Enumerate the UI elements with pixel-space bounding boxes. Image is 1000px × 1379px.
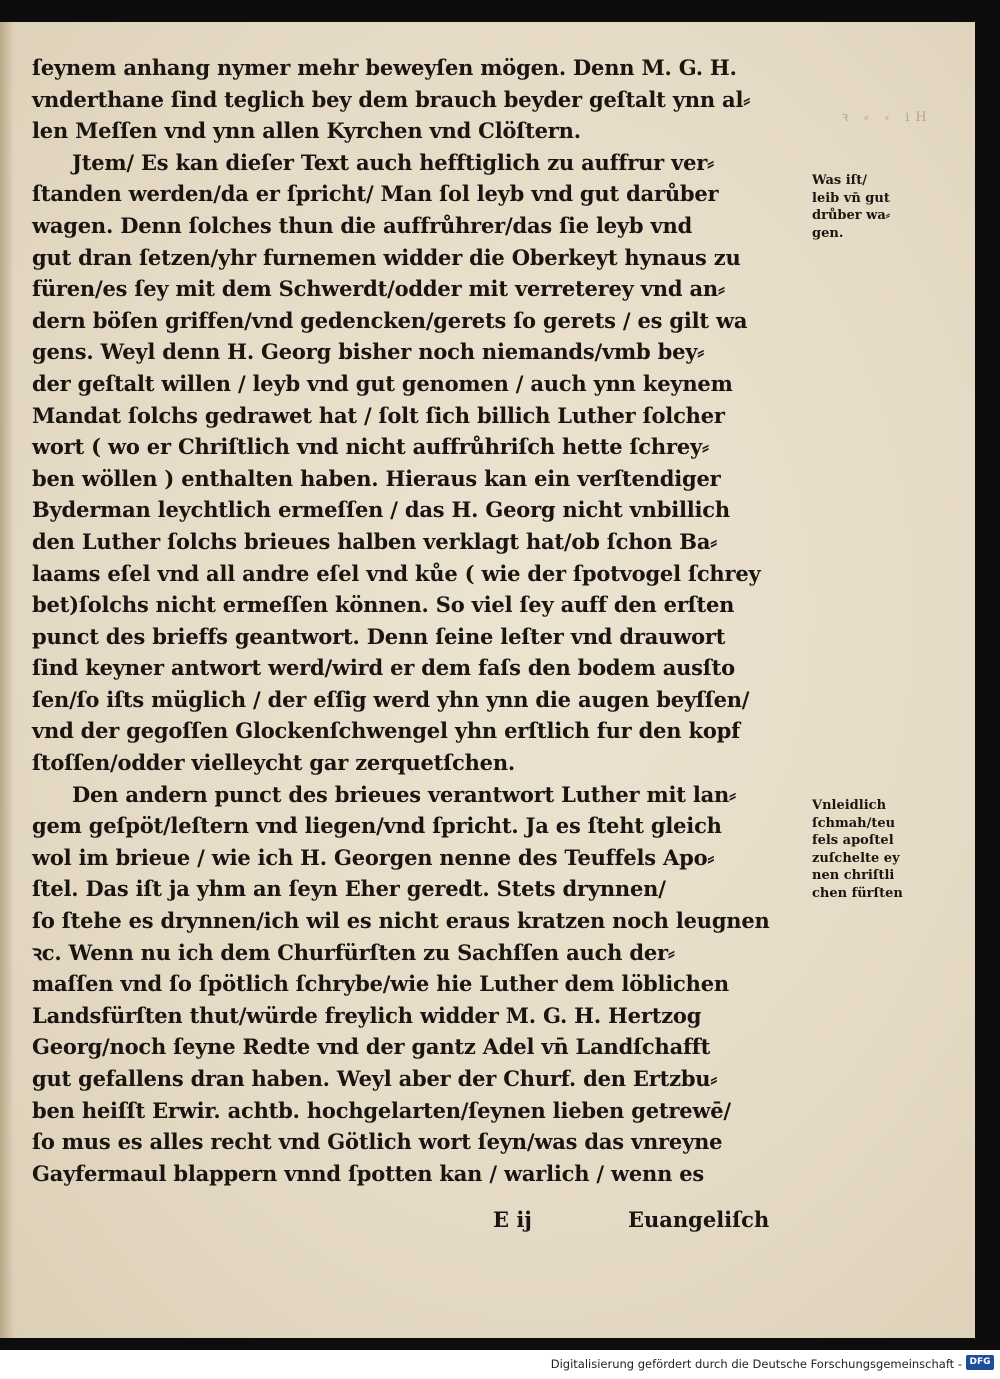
text-line: Landsfürſten thut/würde freylich widder M. G. H. Hertzog (32, 1002, 702, 1028)
margin-note-line: nen chriſtli (812, 868, 895, 883)
text-line: ben heiſſt Erwir. achtb. hochgelarten/ſeynen lieben getrewē/ (32, 1097, 731, 1123)
text-line: ſeynem anhang nymer mehr beweyſen mögen. Denn M. G. H. (32, 55, 737, 80)
dfg-logo: DFG (966, 1355, 994, 1370)
margin-note-line: zuſchelte ey (812, 850, 900, 866)
margin-note-1 (812, 172, 962, 242)
text-line: Byderman leychtlich ermeſſen / das H. Georg nicht vnbillich (32, 497, 730, 523)
text-line: laams eſel vnd all andre eſel vnd kůe ( wie der ſpotvogel ſchrey (32, 560, 761, 586)
margin-note-line: ſchmah/teu (812, 815, 896, 831)
text-line: ſo ſtehe es drynnen/ich wil es nicht eraus kratzen noch leugnen (32, 908, 770, 934)
text-line: den Luther ſolchs brieues halben verklagt hat/ob ſchon Ba⸗ (32, 528, 718, 554)
signature-mark: E ij (493, 1207, 532, 1232)
text-line: wagen. Denn ſolches thun die auffrůhrer/das ſie leyb vnd (32, 212, 693, 238)
text-line: gut dran ſetzen/yhr furnemen widder die Oberkeyt hynaus zu (32, 244, 741, 270)
body-text-block (32, 52, 802, 1189)
text-line: ſind keyner antwort werd/wird er dem faſs den bodem ausſto (32, 655, 735, 681)
text-line: Gayfermaul blappern vnnd ſpotten kan / warlich / wenn es (32, 1160, 705, 1186)
margin-note-line: fels apoſtel (812, 833, 894, 848)
text-line: vnd der gegoſſen Glockenſchwengel yhn erſtlich fur den kopf (32, 718, 740, 744)
funding-credit: Digitalisierung gefördert durch die Deutsche Forschungsgemeinschaft - (550, 1357, 962, 1371)
bleed-through-text: ꝛ ⸗ ⸗ iH (842, 110, 933, 125)
text-line: wort ( wo er Chriſtlich vnd nicht auffrůhriſch hette ſchrey⸗ (32, 434, 709, 460)
text-line: ſtel. Das iſt ja yhm an ſeyn Eher geredt. Stets drynnen/ (32, 876, 666, 902)
text-line: ſen/ſo iſts müglich / der eſſig werd yhn ynn die augen beyſſen/ (32, 686, 750, 712)
text-line: Georg/noch ſeyne Redte vnd der gantz Adel vn̄ Landſchafft (32, 1034, 711, 1060)
margin-note-line: gen. (812, 225, 844, 241)
text-line: gem geſpöt/leſtern vnd liegen/vnd ſpricht. Ja es ſteht gleich (32, 813, 722, 839)
text-line: wol im brieue / wie ich H. Georgen nenne des Teuffels Apo⸗ (32, 844, 715, 870)
margin-note-line: leib vn̄ gut (812, 190, 890, 206)
text-line: punct des brieffs geantwort. Denn ſeine leſter vnd drauwort (32, 623, 726, 649)
gutter-shadow (0, 22, 14, 1338)
margin-note-line: Vnleidlich (812, 798, 887, 813)
text-line: ſtanden werden/da er ſpricht/ Man ſol leyb vnd gut darůber (32, 181, 719, 207)
text-line: Den andern punct des brieues verantwort Luther mit lan⸗ (72, 781, 736, 807)
text-line: ꝛc. Wenn nu ich dem Churfürſten zu Sachſſen auch der⸗ (32, 939, 675, 965)
text-line: Jtem/ Es kan dieſer Text auch hefftiglich zu auffrur ver⸗ (72, 149, 714, 175)
text-line: ben wöllen ) enthalten haben. Hieraus kan ein verſtendiger (32, 465, 721, 491)
text-line: der geſtalt willen / leyb vnd gut genomen / auch ynn keynem (32, 370, 733, 396)
text-line: bet)ſolchs nicht ermeſſen können. So viel ſey auff den erſten (32, 592, 735, 618)
margin-note-line: Was iſt/ (812, 173, 868, 188)
text-line: len Meſſen vnd ynn allen Kyrchen vnd Clöſtern. (32, 118, 581, 144)
text-line: Mandat ſolchs gedrawet hat / ſolt ſich billich Luther ſolcher (32, 402, 725, 428)
text-line: dern böſen griffen/vnd gedencken/gerets ſo gerets / es gilt wa (32, 307, 748, 333)
text-line: maſſen vnd ſo ſpötlich ſchrybe/wie hie Luther dem löblichen (32, 971, 729, 997)
margin-note-line: chen fürſten (812, 885, 903, 901)
margin-note-line: drůber wa⸗ (812, 208, 891, 223)
text-line: füren/es ſey mit dem Schwerdt/odder mit verreterey vnd an⸗ (32, 276, 725, 302)
margin-note-2 (812, 797, 962, 902)
catchword: Euangeliſch (628, 1207, 770, 1232)
text-line: vnderthane ſind teglich bey dem brauch beyder geſtalt ynn al⸗ (32, 86, 751, 112)
text-line: ſo mus es alles recht vnd Götlich wort ſeyn/was das vnreyne (32, 1129, 723, 1155)
text-line: gens. Weyl denn H. Georg bisher noch niemands/vmb bey⸗ (32, 339, 705, 365)
scanned-page (0, 22, 975, 1338)
text-line: ſtoſſen/odder vielleycht gar zerquetſchen. (32, 750, 515, 776)
text-line: gut gefallens dran haben. Weyl aber der Churf. den Ertzbu⸗ (32, 1066, 718, 1091)
